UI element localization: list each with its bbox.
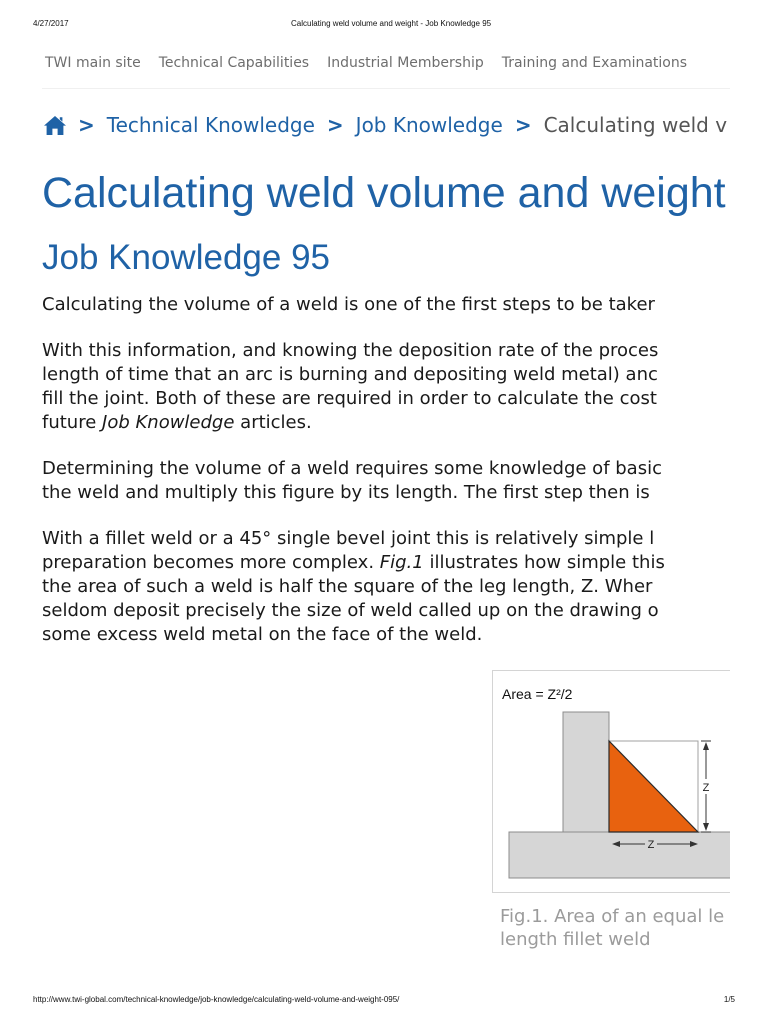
italic-publication-name: Job Knowledge <box>102 412 235 433</box>
top-nav <box>45 54 687 72</box>
print-footer-url: http://www.twi-global.com/technical-knowledge/job-knowledge/calculating-weld-volume-and-weight-095/ <box>33 995 400 1004</box>
text-line: length of time that an arc is burning and depositing weld metal) anc <box>42 364 658 385</box>
area-formula-label: Area = Z²/2 <box>502 686 573 702</box>
nav-link-training-and-examinations[interactable]: Training and Examinations <box>501 55 688 71</box>
breadcrumb-link-technical-knowledge[interactable]: Technical Knowledge <box>106 113 315 137</box>
text-segment: preparation becomes more complex. <box>42 552 380 573</box>
vertical-dimension-arrow-down <box>703 823 709 831</box>
figure-caption-line: length fillet weld <box>500 929 651 950</box>
print-header-title: Calculating weld volume and weight - Job Knowledge 95 <box>291 19 492 28</box>
breadcrumb-separator: > <box>78 113 95 137</box>
nav-link-twi-main-site[interactable]: TWI main site <box>45 55 141 71</box>
text-line: Calculating the volume of a weld is one of the first steps to be taker <box>42 294 655 315</box>
text-line: fill the joint. Both of these are required in order to calculate the cost <box>42 388 657 409</box>
paragraph <box>42 339 730 435</box>
breadcrumb-separator: > <box>326 113 344 137</box>
text-line: seldom deposit precisely the size of weld called up on the drawing o <box>42 600 659 621</box>
nav-link-technical-capabilities[interactable]: Technical Capabilities <box>158 55 310 71</box>
page-title: Calculating weld volume and weight <box>42 169 726 217</box>
paragraph <box>42 527 730 647</box>
figure-fillet-weld-area <box>492 670 730 893</box>
text-line: some excess weld metal on the face of the weld. <box>42 624 483 645</box>
text-line: the weld and multiply this figure by its length. The first step then is <box>42 482 650 503</box>
text-line: the area of such a weld is half the square of the leg length, Z. Wher <box>42 576 653 597</box>
paragraph <box>42 293 730 317</box>
italic-figure-reference: Fig.1 <box>379 552 424 573</box>
text-line <box>42 411 730 435</box>
vertical-dimension-arrow-up <box>703 742 709 750</box>
print-header-date: 4/27/2017 <box>33 19 69 28</box>
page-subtitle: Job Knowledge 95 <box>42 238 330 277</box>
article-body <box>42 293 730 669</box>
horizontal-dimension-label: Z <box>647 839 655 851</box>
breadcrumb <box>44 112 727 138</box>
fillet-weld-diagram <box>493 671 730 894</box>
vertical-dimension-label: Z <box>702 782 710 794</box>
breadcrumb-current-page: Calculating weld v <box>543 113 728 137</box>
text-line: With a fillet weld or a 45° single bevel joint this is relatively simple l <box>42 528 655 549</box>
page-content <box>42 0 730 1024</box>
text-segment: future <box>42 412 103 433</box>
text-line <box>42 551 730 575</box>
text-segment: articles. <box>234 412 312 433</box>
print-footer-page-number: 1/5 <box>723 995 735 1004</box>
home-icon-graphic <box>44 116 66 135</box>
breadcrumb-link-job-knowledge[interactable]: Job Knowledge <box>355 113 503 137</box>
figure-caption-line: Fig.1. Area of an equal le <box>500 906 725 927</box>
base-plate <box>509 832 730 878</box>
nav-link-industrial-membership[interactable]: Industrial Membership <box>327 55 484 71</box>
figure-caption <box>500 905 724 951</box>
text-line: Determining the volume of a weld requires some knowledge of basic <box>42 458 662 479</box>
paragraph <box>42 457 730 505</box>
nav-divider <box>42 88 730 89</box>
text-segment: illustrates how simple this <box>423 552 665 573</box>
text-line: With this information, and knowing the deposition rate of the proces <box>42 340 659 361</box>
breadcrumb-separator: > <box>514 113 532 137</box>
vertical-plate <box>563 712 609 832</box>
home-icon[interactable] <box>44 116 66 135</box>
